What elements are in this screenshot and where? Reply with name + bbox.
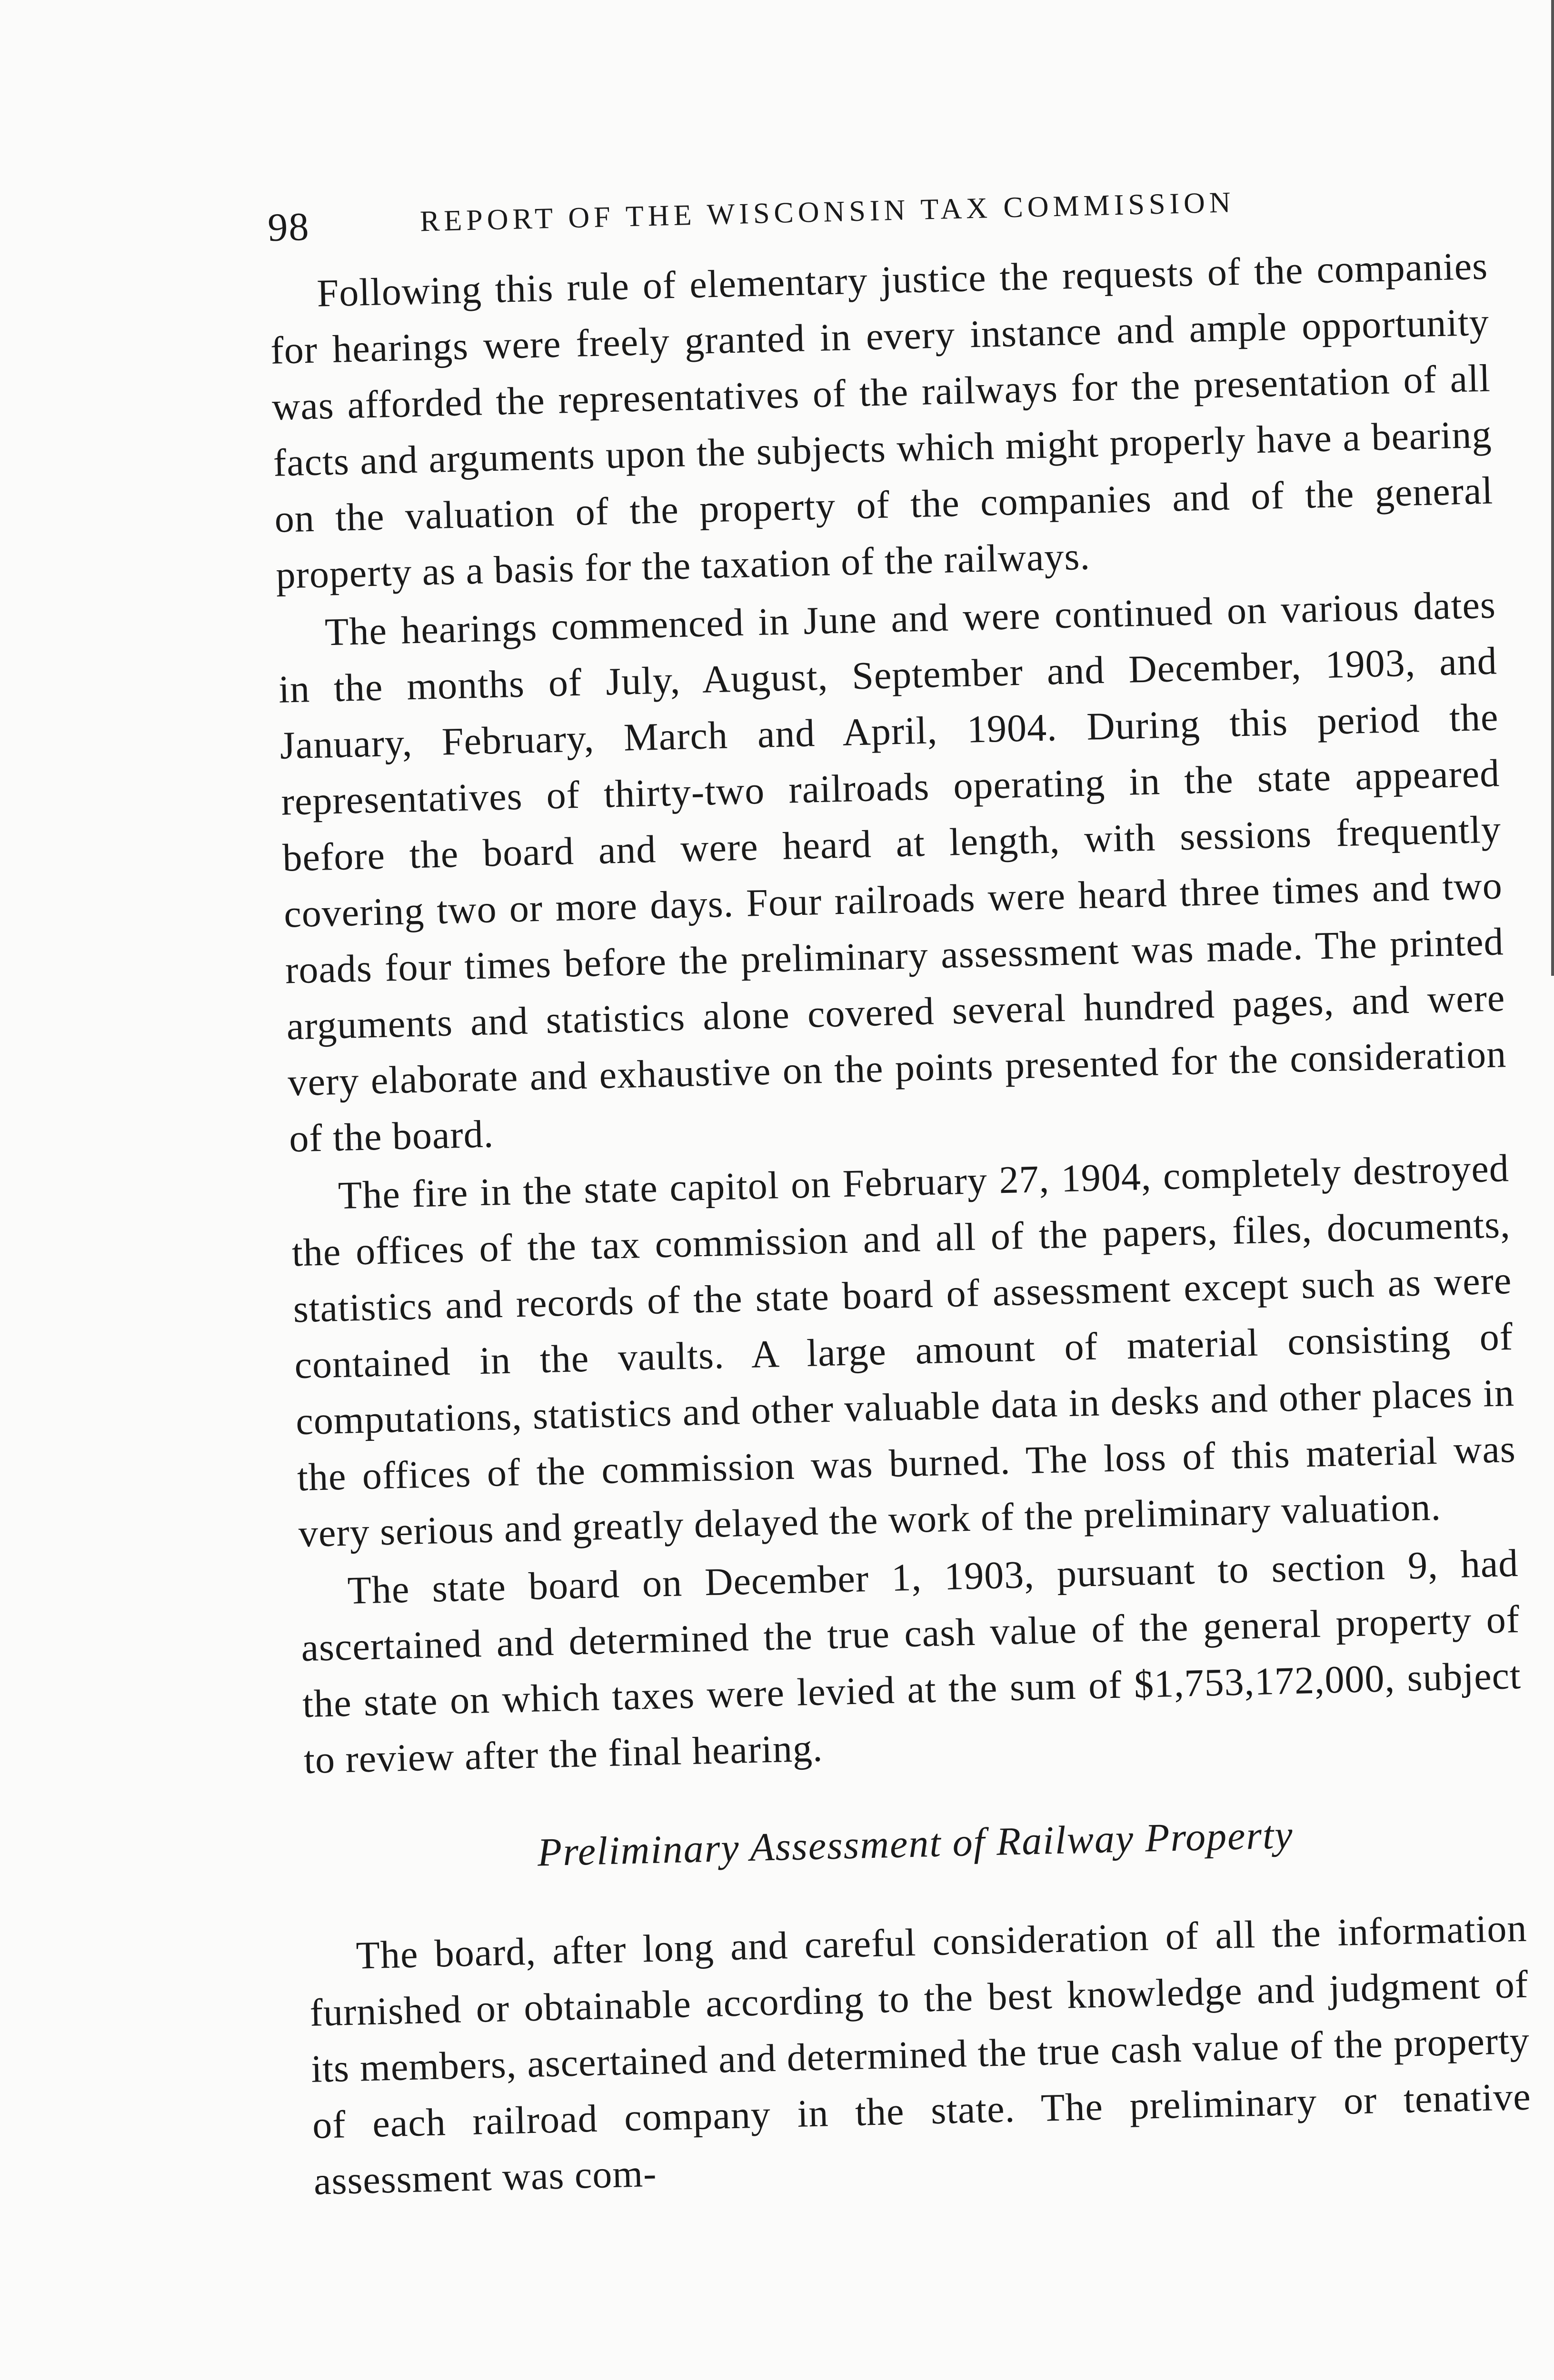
- paragraph-general-property-value: The state board on December 1, 1903, pursuant to section 9, had ascertained and determined the true cash value of the general property of the state on which taxes were levied at the sum of $1,753,172,000, subject to review after the final hearing.: [300, 1541, 1522, 1782]
- section-heading: Preliminary Assessment of Railway Property: [537, 1813, 1294, 1875]
- running-head-title: REPORT OF THE WISCONSIN TAX COMMISSION: [419, 186, 1235, 238]
- paragraph-hearings-granted: Following this rule of elementary justice the requests of the companies for hearings were freely granted in every instance and ample opportunity was afforded the representatives of the railways for the presentation of all facts and arguments upon the subjects which might properly have a bearing on the valuation of the property of the companies and of the general property as a basis for the taxation of the railways.: [270, 244, 1494, 597]
- page-number: 98: [267, 204, 310, 250]
- paragraph-capitol-fire: The fire in the state capitol on February 27, 1904, completely destroyed the offices of the tax commission and all of the papers, files, documents, statistics and records of the state board of assessment except such as were contained in the vaults. A large amount of material consisting of computations, statistics and other valuable data in desks and other places in the offices of the commission was burned. The loss of this material was very serious and greatly delayed the work of the preliminary valuation.: [291, 1146, 1516, 1556]
- paragraph-hearings-schedule: The hearings commenced in June and were continued on various dates in the months of July, August, September and December, 1903, and January, February, March and April, 1904. During this period the representatives of thirty-two railroads operating in the state appeared before the board and were heard at length, with sessions frequently covering two or more days. Four railroads were heard three times and two roads four times before the preliminary assessment was made. The printed arguments and statistics alone covered several hundred pages, and were very elaborate and exhaustive on the points presented for the consideration of the board.: [278, 583, 1507, 1160]
- page-text-block: [267, 152, 1533, 2210]
- running-head: [267, 152, 1487, 248]
- scan-edge-shadow: [1551, 0, 1554, 976]
- paragraph-preliminary-assessment: The board, after long and careful consideration of all the information furnished or obtainable according to the best knowledge and judgment of its members, ascertained and determined the true cash value of the property of each railroad company in the state. The preliminary or tenative assessment was com-: [309, 1906, 1532, 2203]
